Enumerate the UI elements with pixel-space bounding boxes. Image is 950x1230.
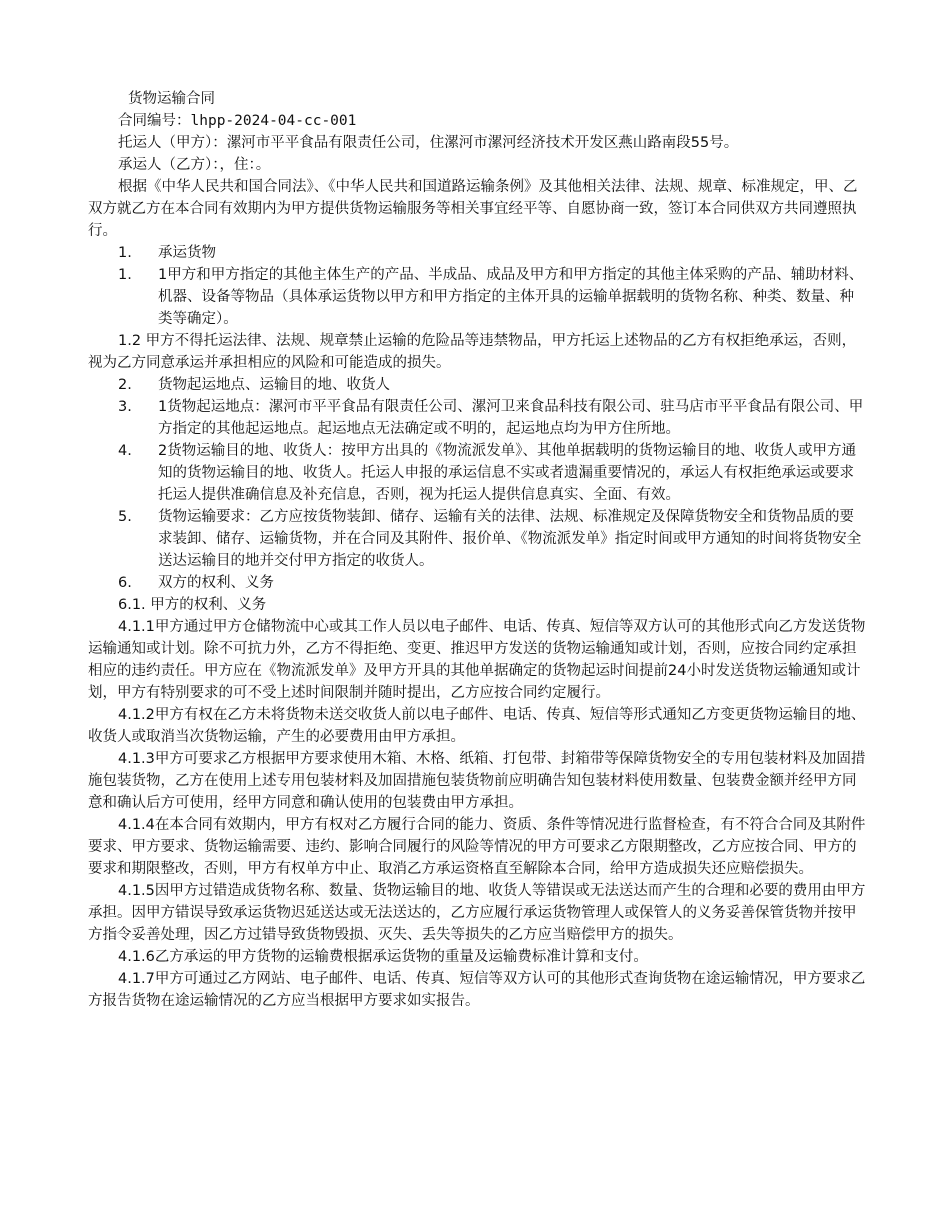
list-number: 6. xyxy=(118,575,132,591)
list-number: 2. xyxy=(118,377,132,393)
list-text: 承运货物 xyxy=(158,245,216,261)
list-text: 2货物运输目的地、收货人：按甲方出具的《物流派发单》、其他单据载明的货物运输目的地、收货人或甲方通知的货物运输目的地、收货人。托运人申报的承运信息不实或者遗漏重要情况的，承运人有权拒绝承运或要求托运人提供准确信息及补充信息，否则，视为托运人提供信息真实、全面、有效。 xyxy=(158,443,856,503)
carrier-line: 承运人（乙方）：，住：。 xyxy=(118,157,271,173)
list-text: 货物运输要求：乙方应按货物装卸、储存、运输有关的法律、法规、标准规定及保障货物安全和货物品质的要求装卸、储存、运输货物，并在合同及其附件、报价单、《物流派发单》指定时间或甲方通知的时间将货物安全送达运输目的地并交付甲方指定的收货人。 xyxy=(158,509,862,569)
list-item xyxy=(88,440,866,506)
list-item xyxy=(88,396,866,440)
clause-4-1-4: 4.1.4在本合同有效期内，甲方有权对乙方履行合同的能力、资质、条件等情况进行监督检查，有不符合合同及其附件要求、甲方要求、货物运输需要、违约、影响合同履行的风险等情况的甲方可要求乙方限期整改，乙方应按合同、甲方的要求和期限整改，否则，甲方有权单方中止、取消乙方承运资格直至解除本合同，给甲方造成损失还应赔偿损失。 xyxy=(88,817,866,877)
document-title: 货物运输合同 xyxy=(128,91,215,107)
list-item xyxy=(88,506,866,572)
clause-4-1-3: 4.1.3甲方可要求乙方根据甲方要求使用木箱、木格、纸箱、打包带、封箱带等保障货物安全的专用包装材料及加固措施包装货物，乙方在使用上述专用包装材料及加固措施包装货物前应明确告知包装材料使用数量、包装费金额并经甲方同意和确认后方可使用，经甲方同意和确认使用的包装费由甲方承担。 xyxy=(88,751,866,811)
document-body xyxy=(88,88,866,1012)
contract-number-line xyxy=(88,110,866,132)
consignor-line: 托运人（甲方）：漯河市平平食品有限责任公司，住漯河市漯河经济技术开发区燕山路南段55号。 xyxy=(118,135,739,151)
section-6-1-heading: 6.1. 甲方的权利、义务 xyxy=(118,597,267,613)
clause-4-1-6: 4.1.6乙方承运的甲方货物的运输费根据承运货物的重量及运输费标准计算和支付。 xyxy=(118,949,648,965)
clause-4-1-2: 4.1.2甲方有权在乙方未将货物未送交收货人前以电子邮件、电话、传真、短信等形式通知乙方变更货物运输目的地、收货人或取消当次货物运输，产生的必要费用由甲方承担。 xyxy=(88,707,866,745)
contract-number-label: 合同编号： xyxy=(118,113,191,129)
list-number: 5. xyxy=(118,509,132,525)
list-item xyxy=(88,264,866,330)
clause-4-1-7: 4.1.7甲方可通过乙方网站、电子邮件、电话、传真、短信等双方认可的其他形式查询货物在途运输情况，甲方要求乙方报告货物在途运输情况的乙方应当根据甲方要求如实报告。 xyxy=(88,971,866,1009)
list-item xyxy=(88,572,866,594)
list-text: 货物起运地点、运输目的地、收货人 xyxy=(158,377,390,393)
list-item xyxy=(88,374,866,396)
list-text: 1甲方和甲方指定的其他主体生产的产品、半成品、成品及甲方和甲方指定的其他主体采购的产品、辅助材料、机器、设备等物品（具体承运货物以甲方和甲方指定的主体开具的运输单据载明的货物名称、种类、数量、种类等确定）。 xyxy=(158,267,864,327)
list-number: 1. xyxy=(118,267,132,283)
list-item xyxy=(88,242,866,264)
list-number: 1. xyxy=(118,245,132,261)
clause-4-1-1: 4.1.1甲方通过甲方仓储物流中心或其工作人员以电子邮件、电话、传真、短信等双方认可的其他形式向乙方发送货物运输通知或计划。除不可抗力外，乙方不得拒绝、变更、推迟甲方发送的货物运输通知或计划，否则，应按合同约定承担相应的违约责任。甲方应在《物流派发单》及甲方开具的其他单据确定的货物起运时间提前24小时发送货物运输通知或计划，甲方有特别要求的可不受上述时间限制并随时提出，乙方应按合同约定履行。 xyxy=(88,619,866,701)
list-text: 双方的权利、义务 xyxy=(158,575,274,591)
contract-number: lhpp-2024-04-cc-001 xyxy=(190,113,357,129)
list-number: 4. xyxy=(118,443,132,459)
list-text: 1货物起运地点：漯河市平平食品有限责任公司、漯河卫来食品科技有限公司、驻马店市平平食品有限公司、甲方指定的其他起运地点。起运地点无法确定或不明的，起运地点均为甲方住所地。 xyxy=(158,399,864,437)
preamble: 根据《中华人民共和国合同法》、《中华人民共和国道路运输条例》及其他相关法律、法规、规章、标准规定，甲、乙双方就乙方在本合同有效期内为甲方提供货物运输服务等相关事宜经平等、自愿协商一致，签订本合同供双方共同遵照执行。 xyxy=(88,179,858,239)
clause-1-2: 1.2 甲方不得托运法律、法规、规章禁止运输的危险品等违禁物品，甲方托运上述物品的乙方有权拒绝承运，否则，视为乙方同意承运并承担相应的风险和可能造成的损失。 xyxy=(88,333,857,371)
list-number: 3. xyxy=(118,399,132,415)
clause-4-1-5: 4.1.5因甲方过错造成货物名称、数量、货物运输目的地、收货人等错误或无法送达而产生的合理和必要的费用由甲方承担。因甲方错误导致承运货物迟延送达或无法送达的，乙方应履行承运货物管理人或保管人的义务妥善保管货物并按甲方指令妥善处理，因乙方过错导致货物毁损、灭失、丢失等损失的乙方应当赔偿甲方的损失。 xyxy=(88,883,866,943)
